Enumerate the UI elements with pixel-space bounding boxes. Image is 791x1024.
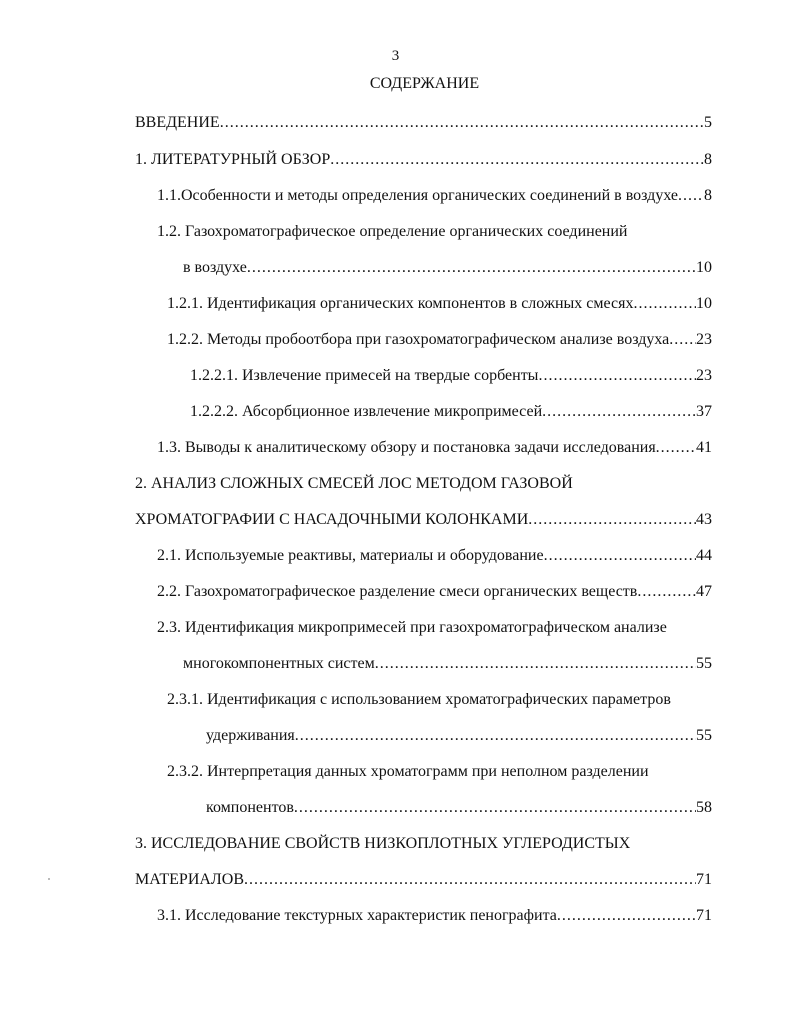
toc-entry-2-2[interactable] (157, 582, 712, 602)
toc-entry-title: 2.1. Используемые реактивы, материалы и оборудование (157, 547, 544, 564)
toc-entry-page: 5 (704, 114, 712, 131)
toc-entry-page: 43 (696, 511, 712, 528)
toc-entry-chapter-2-continued[interactable] (135, 510, 712, 530)
dot-leader (375, 654, 696, 674)
dot-leader (247, 258, 696, 278)
dot-leader (542, 402, 696, 422)
dot-leader (294, 798, 696, 818)
toc-entry-title: 2. АНАЛИЗ СЛОЖНЫХ СМЕСЕЙ ЛОС МЕТОДОМ ГАЗОВОЙ (135, 475, 573, 492)
toc-entry-2-3[interactable] (157, 618, 667, 638)
toc-entry-title: 1. ЛИТЕРАТУРНЫЙ ОБЗОР (135, 151, 331, 168)
toc-entry-2-3-2-continued[interactable] (206, 798, 712, 818)
toc-entry-2-3-1-continued[interactable] (206, 726, 712, 746)
toc-entry-2-3-continued[interactable] (183, 654, 712, 674)
toc-entry-1-2-2-1[interactable] (190, 366, 712, 386)
toc-entry-2-3-2[interactable] (167, 762, 649, 782)
dot-leader (544, 546, 696, 566)
toc-entry-title: 2.2. Газохроматографическое разделение смеси органических веществ (157, 583, 638, 600)
toc-entry-page: 44 (696, 547, 712, 564)
toc-entry-1-2-1[interactable] (167, 294, 712, 314)
dot-leader (633, 294, 696, 314)
toc-entry-title: 1.3. Выводы к аналитическому обзору и постановка задачи исследования (157, 439, 656, 456)
toc-entry-title: 1.2.2. Методы пробоотбора при газохроматографическом анализе воздуха (167, 331, 670, 348)
toc-entry-2-1[interactable] (157, 546, 712, 566)
toc-entry-page: 55 (696, 727, 712, 744)
toc-entry-1-2-continued[interactable] (183, 258, 712, 278)
toc-entry-page: 23 (696, 367, 712, 384)
dot-leader (637, 582, 696, 602)
dot-leader (220, 113, 704, 133)
toc-entry-page: 10 (696, 259, 712, 276)
toc-entry-title: 2.3. Идентификация микропримесей при газохроматографическом анализе (157, 619, 667, 636)
toc-entry-page: 47 (696, 583, 712, 600)
toc-entry-1-1[interactable] (157, 186, 712, 206)
toc-entry-1-2-2[interactable] (167, 330, 712, 350)
toc-entry-page: 55 (696, 655, 712, 672)
toc-entry-2-3-1[interactable] (167, 690, 671, 710)
page-number: 3 (391, 48, 400, 64)
dot-leader (330, 150, 704, 170)
toc-entry-title: в воздухе (183, 259, 247, 276)
toc-entry-title: ХРОМАТОГРАФИИ С НАСАДОЧНЫМИ КОЛОНКАМИ (135, 511, 529, 528)
toc-entry-page: 8 (704, 187, 712, 204)
toc-entry-page: 23 (696, 331, 712, 348)
toc-entry-1-2-2-2[interactable] (190, 402, 712, 422)
toc-entry-page: 41 (696, 439, 712, 456)
dot-leader (528, 510, 696, 530)
dot-leader (678, 186, 704, 206)
toc-entry-title: ВВЕДЕНИЕ (135, 114, 220, 131)
toc-entry-introduction[interactable] (135, 113, 712, 133)
toc-entry-1-3[interactable] (157, 438, 712, 458)
toc-entry-chapter-2[interactable] (135, 474, 573, 494)
dot-leader (244, 870, 696, 890)
toc-entry-title: МАТЕРИАЛОВ (135, 871, 245, 888)
toc-entry-title: 3.1. Исследование текстурных характеристик пенографита (157, 907, 557, 924)
toc-entry-title: 1.1.Особенности и методы определения органических соединений в воздухе (157, 187, 679, 204)
toc-entry-1-2[interactable] (157, 222, 627, 242)
toc-entry-page: 8 (704, 151, 712, 168)
toc-entry-3-1[interactable] (157, 906, 712, 926)
toc-entry-page: 71 (696, 907, 712, 924)
scan-speck (48, 878, 50, 880)
toc-entry-title: 1.2. Газохроматографическое определение органических соединений (157, 223, 628, 240)
toc-entry-title: 1.2.1. Идентификация органических компонентов в сложных смесях (167, 295, 634, 312)
dot-leader (656, 438, 696, 458)
dot-leader (295, 726, 696, 746)
toc-entry-title: 1.2.2.1. Извлечение примесей на твердые сорбенты (190, 367, 539, 384)
toc-entry-chapter-3[interactable] (135, 834, 630, 854)
toc-entry-page: 10 (696, 295, 712, 312)
toc-entry-title: 3. ИССЛЕДОВАНИЕ СВОЙСТВ НИЗКОПЛОТНЫХ УГЛЕРОДИСТЫХ (135, 835, 631, 852)
toc-entry-title: многокомпонентных систем (183, 655, 375, 672)
toc-entry-title: 2.3.1. Идентификация с использованием хроматографических параметров (167, 691, 671, 708)
toc-entry-chapter-3-continued[interactable] (135, 870, 712, 890)
dot-leader (538, 366, 696, 386)
toc-entry-title: 1.2.2.2. Абсорбционное извлечение микропримесей (190, 403, 543, 420)
toc-entry-title: компонентов (206, 799, 294, 816)
toc-entry-page: 71 (696, 871, 712, 888)
toc-entry-page: 58 (696, 799, 712, 816)
toc-heading: СОДЕРЖАНИЕ (369, 75, 480, 92)
toc-entry-title: 2.3.2. Интерпретация данных хроматограмм при неполном разделении (167, 763, 649, 780)
toc-entry-title: удерживания (206, 727, 295, 744)
dot-leader (669, 330, 696, 350)
dot-leader (557, 906, 696, 926)
toc-entry-chapter-1[interactable] (135, 150, 712, 170)
toc-entry-page: 37 (696, 403, 712, 420)
